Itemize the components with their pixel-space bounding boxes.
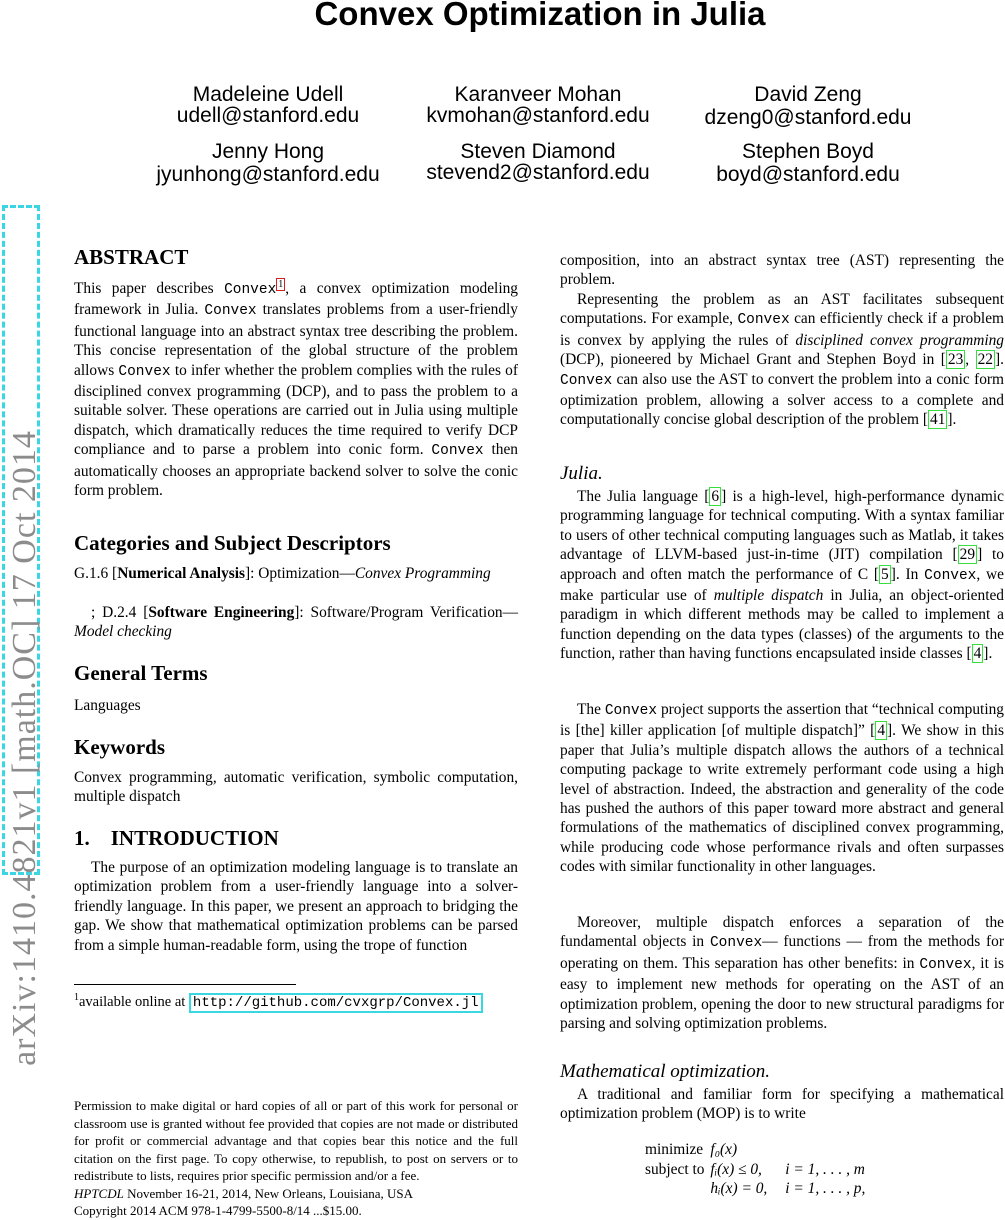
paragraph-julia: The Julia language [ 6 ] is a high-level, high-performance dynamic programming language for technical computing. With a syntax familiar to users of other technical computing languages such as Matlab, it takes advantage of LLVM-based just-in-time (JIT) compilation [ 29 ] to approach and often match the performance of C [ 5 ]. In Convex, we make particular use of multiple dispatch in Julia, an object-oriented paradigm in which different methods may be called to implement a function depending on the data types (classes) of the arguments to the function, rather than having functions encapsulated inside classes [ 4 ]. (560, 488, 1004, 663)
abstract-heading: ABSTRACT (74, 245, 189, 269)
author-block (398, 141, 678, 183)
citation-link[interactable]: 4 (877, 722, 886, 740)
paragraph-multiple-dispatch: Moreover, multiple dispatch enforces a separation of the fundamental objects in Convex— functions — from the methods for operating on them. This separation has other benefits: in Convex, it is easy to implement new methods for operating on the AST of an optimization problem, opening the door to new structural paradigms for parsing and solving optimization problems. (560, 914, 1004, 1033)
citation-link[interactable]: 6 (711, 488, 720, 505)
julia-heading: Julia. (560, 463, 603, 484)
footnote-link[interactable]: 1 (278, 278, 284, 290)
mop-constraint-2-range: i = 1, . . . , p, (785, 1180, 866, 1197)
mop-minimize: minimize (645, 1141, 704, 1158)
keywords-heading: Keywords (74, 735, 165, 759)
keywords-text: Convex programming, automatic verification, symbolic computation, multiple dispatch (74, 769, 518, 806)
author-block (398, 84, 678, 126)
author-email: boyd@stanford.edu (716, 163, 900, 186)
author-name: Madeleine Udell (192, 83, 344, 106)
mop-equation (645, 1140, 871, 1199)
mop-objective: f₀(x) (710, 1141, 738, 1158)
copyright: Copyright 2014 ACM 978-1-4799-5500-8/14 ...$15.00. (74, 1203, 362, 1218)
mop-constraint-1: fᵢ(x) ≤ 0, (710, 1160, 762, 1178)
arxiv-stamp-box[interactable] (2, 205, 43, 1066)
author-name: Stephen Boyd (742, 140, 874, 163)
author-email: kvmohan@stanford.edu (426, 104, 650, 127)
author-block (668, 141, 948, 185)
mop-constraint-2: hᵢ(x) = 0, (710, 1180, 768, 1197)
math-optimization-heading: Mathematical optimization. (560, 1061, 771, 1082)
author-block (128, 84, 408, 126)
author-name: Steven Diamond (460, 140, 616, 163)
github-link[interactable]: http://github.com/cvxgrp/Convex.jl (189, 993, 483, 1013)
author-name: Karanveer Mohan (454, 83, 622, 106)
intro-continued: composition, into an abstract syntax tree (AST) representing the problem. (560, 252, 1004, 289)
author-email: jyunhong@stanford.edu (156, 163, 380, 186)
citation-link[interactable]: 4 (973, 645, 982, 663)
paper-title: Convex Optimization in Julia (314, 0, 766, 32)
venue-name: HPTCDL (74, 1185, 124, 1201)
arxiv-stamp[interactable]: arXiv:1410.4821v1 [math.OC] 17 Oct 2014 (6, 430, 43, 1066)
introduction-heading: 1. INTRODUCTION (74, 826, 279, 850)
mop-subject-to: subject to (645, 1160, 705, 1178)
general-terms-text: Languages (74, 697, 141, 714)
abstract-text: This paper describes Convex $^1$ , a convex optimization modeling framework in Julia. Convex translates problems from a user-friendly functional language into an abstract syntax tree describing the problem. This concise representation of the global structure of the problem allows Convex to infer whether the problem complies with the rules of disciplined convex programming (DCP), and to pass the problem to a suitable solver. These operations are carried out in Julia using multiple dispatch, which dramatically reduces the time required to verify DCP compliance and to parse a problem into conic form. Convex then automatically chooses an appropriate backend solver to solve the conic form problem. (74, 278, 518, 500)
citation-link[interactable]: 41 (930, 411, 946, 429)
author-email: udell@stanford.edu (176, 104, 360, 127)
footnote-rule (74, 984, 296, 985)
introduction-text: The purpose of an optimization modeling language is to translate an optimization problem from a user-friendly language into a solver-friendly language. In this paper, we present an approach to bridging the gap. We show that mathematical optimization problems can be parsed from a simple human-readable form, using the trope of function (74, 859, 518, 954)
categories-text-2: ; D.2.4 [Software Engineering]: Software/Program Verification—Model checking (74, 604, 518, 641)
author-email: stevend2@stanford.edu (426, 161, 650, 184)
mop-constraint-1-range: i = 1, . . . , m (785, 1160, 865, 1178)
categories-heading: Categories and Subject Descriptors (74, 531, 391, 555)
citation-link[interactable]: 23 (947, 351, 964, 369)
paragraph-mop: A traditional and familiar form for specifying a mathematical optimization problem (MOP) is to write (560, 1086, 1004, 1123)
author-block (668, 84, 948, 128)
paragraph-ast: Representing the problem as an AST facilitates subsequent computations. For example, Convex can efficiently check if a problem is convex by applying the rules of disciplined convex programming (DCP), pioneered by Michael Grant and Stephen Boyd in [ 23 , 22 ]. Convex can also use the AST to convert the problem into a conic form optimization problem, allowing a solver access to a complete and computationally concise global description of the problem [ 41 ]. (560, 291, 1005, 429)
author-email: dzeng0@stanford.edu (704, 106, 912, 129)
paragraph-convex-project: The Convex project supports the assertion that “technical computing is [the] killer application [of multiple dispatch]” [ 4 ]. We show in this paper that Julia’s multiple dispatch allows the authors of a technical computing package to write extremely performant code using a high level of abstraction. Indeed, the abstraction and generality of the code has pushed the authors of this paper toward more abstract and general formulations of the mathematics of disciplined convex programming, while producing code whose performance rivals and often surpasses codes with similar functionality in other languages. (560, 701, 1004, 876)
permission-notice: Permission to make digital or hard copies of all or part of this work for personal or classroom use is granted without fee provided that copies are not made or distributed for profit or commercial advantage and that copies bear this notice and the full citation on the first page. To copy otherwise, to republish, to post on servers or to redistribute to lists, requires prior specific permission and/or a fee. HPTCDL November 16-21, 2014, New Orleans, Louisiana, USA Copyright 2014 ACM 978-1-4799-5500-8/14 ...$15.00. (74, 1098, 518, 1218)
general-terms-heading: General Terms (74, 661, 208, 685)
author-name: David Zeng (754, 83, 862, 106)
footnote: $^1$available online at http://github.com/cvxgrp/Convex.jl (74, 988, 518, 1013)
citation-link[interactable]: 5 (881, 565, 889, 583)
citation-link[interactable]: 29 (959, 546, 976, 564)
categories-text: G.1.6 [Numerical Analysis]: Optimization—Convex Programming (74, 565, 491, 582)
citation-link[interactable]: 22 (977, 351, 993, 369)
author-name: Jenny Hong (211, 140, 325, 163)
author-block (128, 141, 408, 185)
